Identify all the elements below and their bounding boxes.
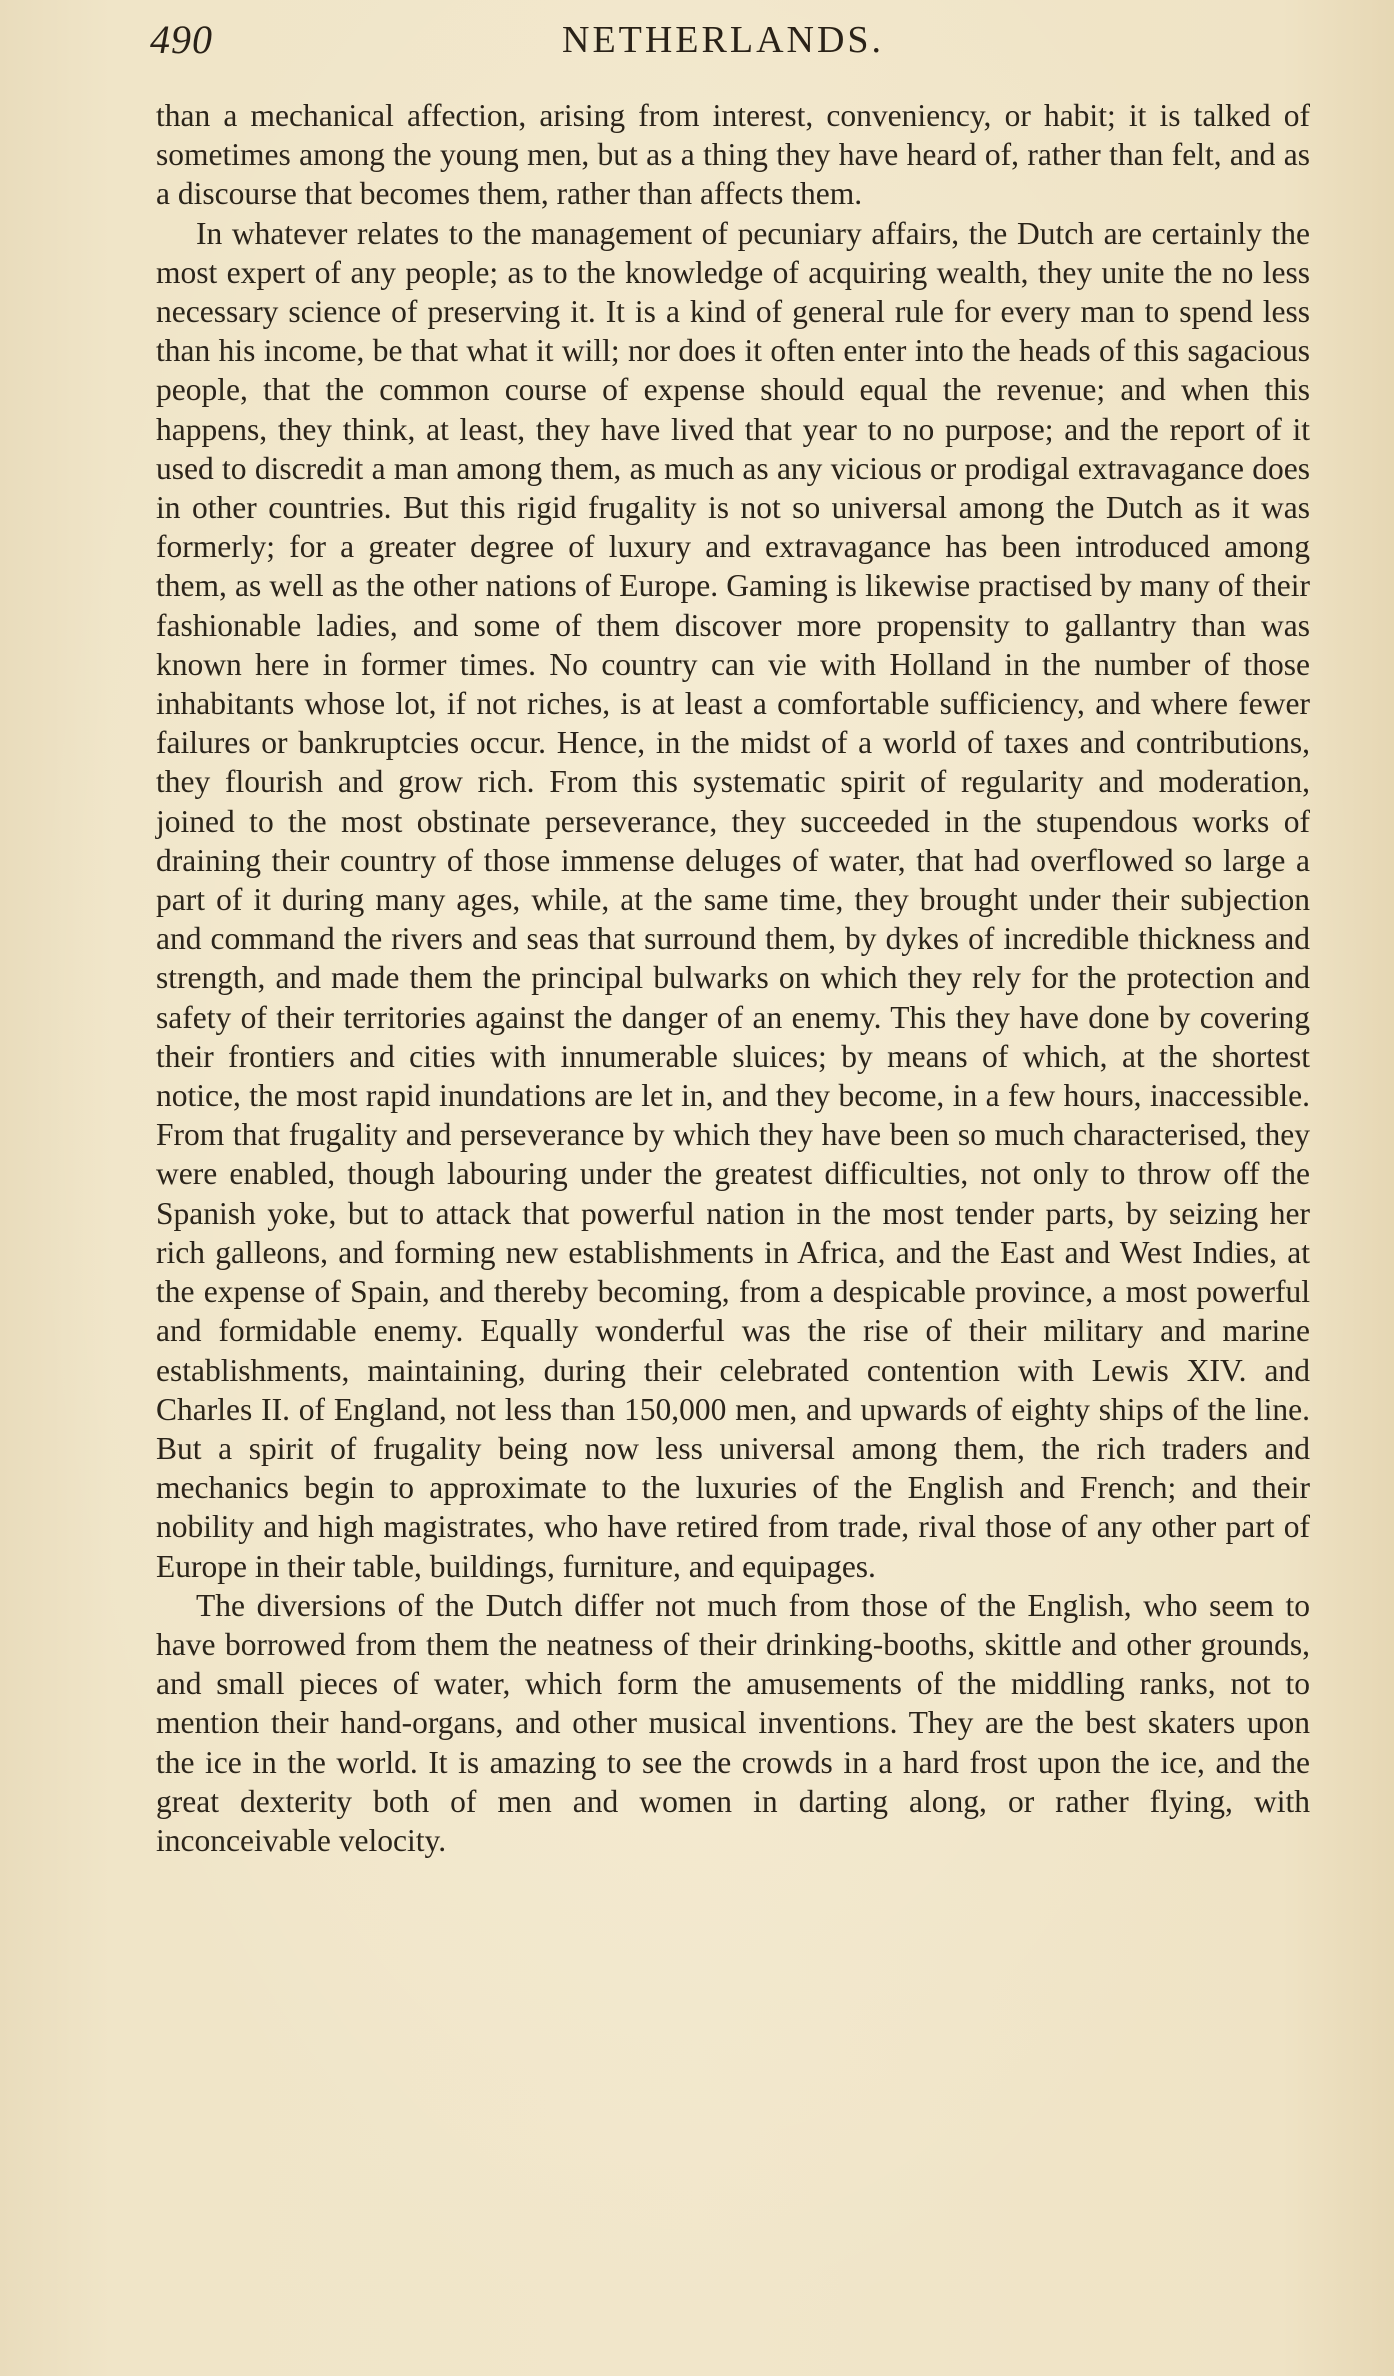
paragraph-diversions: The diversions of the Dutch differ not much from those of the English, who seem to have borrowed from them the neatness of their drinking-booths, skittle and other grounds, and small pieces of water, which form the amusements of the middling ranks, not to mention their hand-organs, and other musical inventions. They are the best skaters upon the ice in the world. It is amazing to see the crowds in a hard frost upon the ice, and the great dexterity both of men and women in darting along, or rather flying, with inconceivable velocity. (156, 1587, 1310, 1858)
paragraph-continuation: than a mechanical affection, arising from interest, conveniency, or habit; it is talked of sometimes among the young men, but as a thing they have heard of, rather than felt, and as a discourse that becomes them, rather than affects them. (156, 98, 1310, 212)
body-text (156, 96, 1310, 1860)
running-head: NETHERLANDS. (562, 19, 885, 61)
paragraph-pecuniary-affairs: In whatever relates to the management of pecuniary affairs, the Dutch are certainly the most expert of any people; as to the knowledge of acquiring wealth, they unite the no less necessary science of preserving it. It is a kind of general rule for every man to spend less than his income, be that what it will; nor does it often enter into the heads of this sagacious people, that the common course of expense should equal the revenue; and when this happens, they think, at least, they have lived that year to no purpose; and the report of it used to discredit a man among them, as much as any vicious or prodigal extravagance does in other countries. But this rigid frugality is not so universal among the Dutch as it was formerly; for a greater degree of luxury and extravagance has been introduced among them, as well as the other nations of Europe. Gaming is likewise practised by many of their fashionable ladies, and some of them discover more propensity to gallantry than was known here in former times. No country can vie with Holland in the number of those inhabitants whose lot, if not riches, is at least a comfortable sufficiency, and where fewer failures or bankruptcies occur. Hence, in the midst of a world of taxes and contributions, they flourish and grow rich. From this systematic spirit of regularity and moderation, joined to the most obstinate perseverance, they succeeded in the stupendous works of draining their country of those immense deluges of water, that had overflowed so large a part of it during many ages, while, at the same time, they brought under their subjection and command the rivers and seas that surround them, by dykes of incredible thickness and strength, and made them the principal bulwarks on which they rely for the protection and safety of their territories against the danger of an enemy. This they have done by covering their frontiers and cities with innumerable sluices; by means of which, at the shortest notice, the most rapid inundations are let in, and they become, in a few hours, inaccessible. From that frugality and perseverance by which they have been so much characterised, they were enabled, though labouring under the greatest difficulties, not only to throw off the Spanish yoke, but to attack that powerful nation in the most tender parts, by seizing her rich galleons, and forming new establishments in Africa, and the East and West Indies, at the expense of Spain, and thereby becoming, from a despicable province, a most powerful and formidable enemy. Equally wonderful was the rise of their military and marine establishments, maintaining, during their celebrated contention with Lewis XIV. and Charles II. of England, not less than 150,000 men, and upwards of eighty ships of the line. But a spirit of frugality being now less universal among them, the rich traders and mechanics begin to approximate to the luxuries of the English and French; and their nobility and high magistrates, who have retired from trade, rival those of any other part of Europe in their table, buildings, furniture, and equipages. (156, 215, 1310, 1584)
page-number: 490 (150, 17, 213, 62)
page-header (150, 16, 1310, 76)
